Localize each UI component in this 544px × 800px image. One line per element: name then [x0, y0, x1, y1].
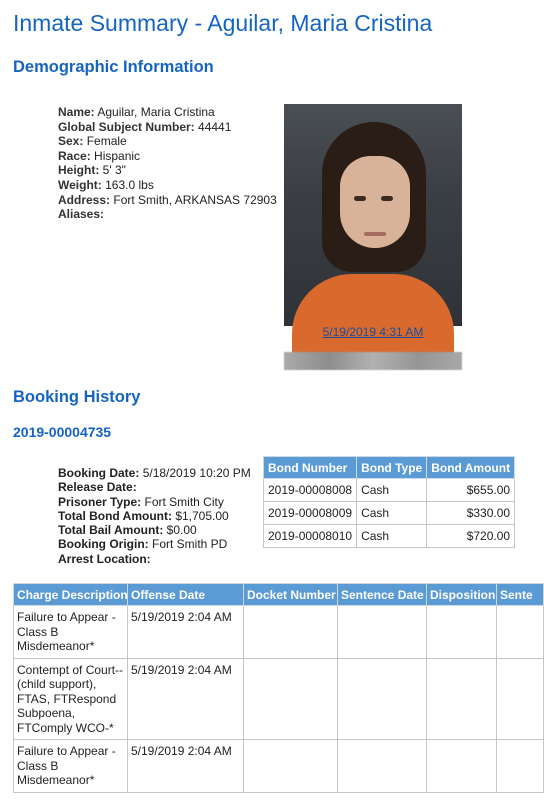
field-sex: Sex: Female	[58, 134, 127, 149]
field-booking-date: Booking Date: 5/18/2019 10:20 PM	[58, 466, 251, 480]
table-row	[264, 502, 515, 525]
table-row	[14, 606, 544, 659]
field-booking-origin: Booking Origin: Fort Smith PD	[58, 537, 228, 552]
sentence-date	[338, 606, 427, 659]
field-arrest-location: Arrest Location:	[58, 551, 151, 566]
charges-col-description[interactable]: Charge Description	[14, 584, 128, 606]
docket-number	[244, 658, 338, 740]
charges-header-row	[14, 584, 544, 606]
bond-number: 2019-00008008	[264, 479, 357, 502]
charges-col-disposition[interactable]: Disposition	[427, 584, 497, 606]
bond-amount: $655.00	[427, 479, 515, 502]
charges-table	[13, 583, 544, 793]
offense-date: 5/19/2019 2:04 AM	[128, 606, 244, 659]
charge-description: Failure to Appear - Class B Misdemeanor*	[14, 606, 128, 659]
sentence-date	[338, 658, 427, 740]
page-title: Inmate Summary - Aguilar, Maria Cristina	[13, 10, 433, 36]
redacted-bar	[284, 352, 462, 370]
bond-type: Cash	[357, 502, 427, 525]
sentence	[497, 740, 544, 793]
docket-number	[244, 740, 338, 793]
booking-number: 2019-00004735	[13, 424, 112, 440]
charges-col-sentence[interactable]: Sente	[497, 584, 544, 606]
bond-amount: $330.00	[427, 502, 515, 525]
field-address: Address: Fort Smith, ARKANSAS 72903	[58, 192, 277, 207]
bond-type: Cash	[357, 479, 427, 502]
field-race: Race: Hispanic	[58, 148, 141, 163]
bond-header-row	[264, 457, 515, 479]
charges-col-offense-date[interactable]: Offense Date	[128, 584, 244, 606]
bond-col-amount[interactable]: Bond Amount	[427, 457, 515, 479]
sentence	[497, 606, 544, 659]
bond-col-number[interactable]: Bond Number	[264, 457, 357, 479]
table-row	[14, 658, 544, 740]
offense-date: 5/19/2019 2:04 AM	[128, 740, 244, 793]
bond-table	[263, 456, 515, 548]
bond-amount: $720.00	[427, 525, 515, 548]
booking-fields	[58, 466, 251, 566]
charge-description: Contempt of Court--(child support), FTAS, FTRespond Subpoena, FTComply WCO-*	[14, 658, 128, 740]
bond-col-type[interactable]: Bond Type	[357, 457, 427, 479]
table-row	[264, 479, 515, 502]
field-total-bond: Total Bond Amount: $1,705.00	[58, 508, 229, 523]
demographic-heading: Demographic Information	[13, 58, 214, 76]
docket-number	[244, 606, 338, 659]
demographic-fields	[58, 105, 277, 222]
disposition	[427, 606, 497, 659]
bond-type: Cash	[357, 525, 427, 548]
bond-number: 2019-00008010	[264, 525, 357, 548]
charge-description: Failure to Appear - Class B Misdemeanor*	[14, 740, 128, 793]
field-global-subject-number: Global Subject Number: 44441	[58, 119, 232, 134]
field-weight: Weight: 163.0 lbs	[58, 177, 154, 192]
field-name: Name: Aguilar, Maria Cristina	[58, 105, 215, 119]
disposition	[427, 658, 497, 740]
field-release-date: Release Date:	[58, 480, 137, 495]
table-row	[264, 525, 515, 548]
photo-date-link[interactable]: 5/19/2019 4:31 AM	[322, 325, 424, 339]
mugshot-photo	[284, 104, 462, 326]
offense-date: 5/19/2019 2:04 AM	[128, 658, 244, 740]
booking-history-heading: Booking History	[13, 388, 141, 406]
charges-col-docket-number[interactable]: Docket Number	[244, 584, 338, 606]
sentence	[497, 658, 544, 740]
field-prisoner-type: Prisoner Type: Fort Smith City	[58, 494, 224, 509]
sentence-date	[338, 740, 427, 793]
disposition	[427, 740, 497, 793]
table-row	[14, 740, 544, 793]
charges-col-sentence-date[interactable]: Sentence Date	[338, 584, 427, 606]
field-total-bail: Total Bail Amount: $0.00	[58, 523, 197, 538]
field-aliases: Aliases:	[58, 207, 105, 222]
field-height: Height: 5' 3"	[58, 163, 126, 178]
bond-number: 2019-00008009	[264, 502, 357, 525]
